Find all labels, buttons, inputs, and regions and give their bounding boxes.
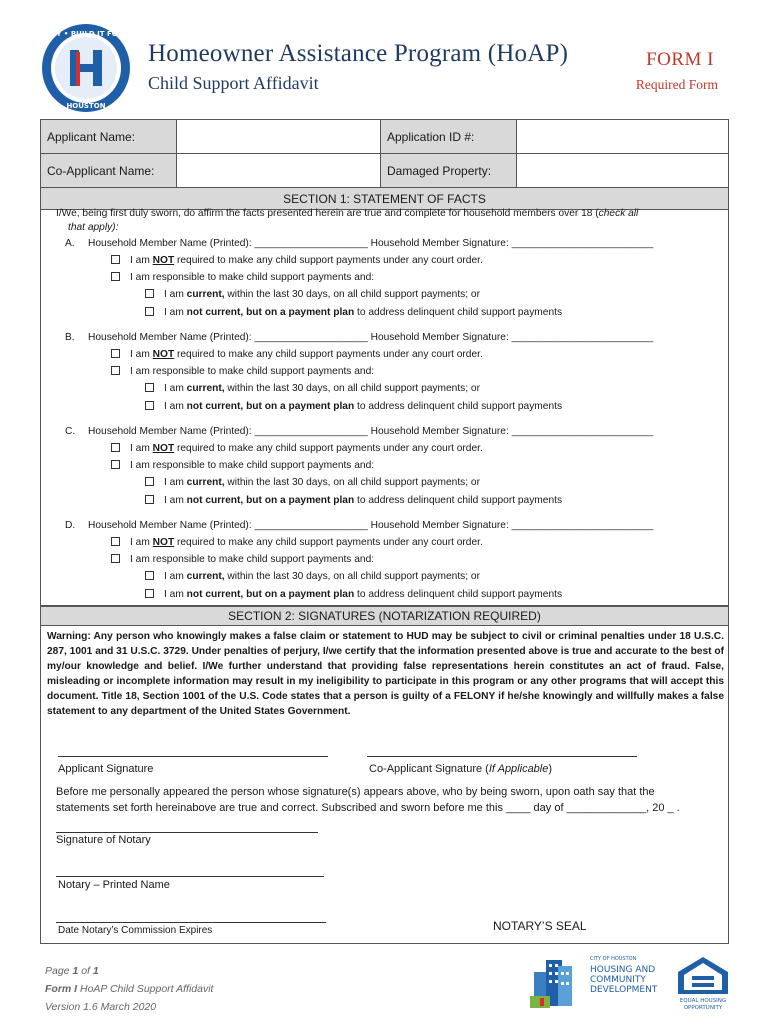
- member-name-signature-line[interactable]: Household Member Name (Printed): ____________________ Household Member Signature: _________________________: [88, 238, 654, 249]
- hcd-line1: HOUSING AND: [590, 965, 656, 975]
- applicant-info-table: [40, 119, 729, 210]
- option-current[interactable]: I am current, within the last 30 days, on all child support payments; or: [145, 383, 480, 394]
- member-name-signature-line[interactable]: Household Member Name (Printed): ____________________ Household Member Signature: _________________________: [88, 520, 654, 531]
- signatures-section: [40, 626, 729, 944]
- member-c-letter: C.: [65, 426, 76, 437]
- required-form-label: Required Form: [635, 77, 718, 92]
- option-payment-plan[interactable]: I am not current, but on a payment plan to address delinquent child support payments: [145, 401, 562, 412]
- co-applicant-name-label: Co-Applicant Name:: [41, 154, 177, 188]
- hcd-line3: DEVELOPMENT: [590, 985, 658, 995]
- application-id-label: Application ID #:: [381, 120, 517, 154]
- option-not-required[interactable]: I am NOT required to make any child support payments under any court order.: [111, 255, 483, 266]
- oath-line-1: Before me personally appeared the person whose signature(s) appears above, who by being sworn, upon oath say that the: [56, 786, 655, 798]
- hcd-city: CITY OF HOUSTON: [590, 956, 637, 962]
- checkbox-responsible[interactable]: [111, 272, 120, 281]
- logo-text-top: ONE CITY • BUILD IT FORWARD: [24, 30, 148, 38]
- applicant-signature-line[interactable]: [58, 756, 328, 757]
- application-id-field[interactable]: [517, 120, 729, 154]
- damaged-property-label: Damaged Property:: [381, 154, 517, 188]
- co-applicant-name-field[interactable]: [177, 154, 381, 188]
- notary-expiry-line[interactable]: [56, 922, 326, 923]
- option-responsible[interactable]: I am responsible to make child support payments and:: [111, 272, 374, 283]
- checkbox-current[interactable]: [145, 289, 154, 298]
- option-not-required[interactable]: I am NOT required to make any child support payments under any court order.: [111, 443, 483, 454]
- damaged-property-field[interactable]: [517, 154, 729, 188]
- section1-heading: SECTION 1: STATEMENT OF FACTS: [41, 188, 729, 210]
- checkbox-not-required[interactable]: [111, 349, 120, 358]
- member-name-signature-line[interactable]: Household Member Name (Printed): ____________________ Household Member Signature: _________________________: [88, 426, 654, 437]
- version-label: Version 1.6 March 2020: [45, 1001, 157, 1013]
- form-subtitle: Child Support Affidavit: [148, 73, 319, 93]
- section2-heading: SECTION 2: SIGNATURES (NOTARIZATION REQUIRED): [40, 606, 729, 626]
- checkbox-current[interactable]: [145, 571, 154, 580]
- applicant-name-label: Applicant Name:: [41, 120, 177, 154]
- oath-line-2: statements set forth hereinabove are true and correct. Subscribed and sworn before me this ____ day of _____________, 20 _ .: [56, 802, 680, 814]
- option-responsible[interactable]: I am responsible to make child support payments and:: [111, 554, 374, 565]
- option-payment-plan[interactable]: I am not current, but on a payment plan to address delinquent child support payments: [145, 495, 562, 506]
- co-applicant-signature-label: Co-Applicant Signature (If Applicable): [369, 763, 553, 775]
- notary-printed-name-label: Notary – Printed Name: [58, 879, 170, 891]
- checkbox-not-required[interactable]: [111, 255, 120, 264]
- checkbox-payment-plan[interactable]: [145, 307, 154, 316]
- eho-line2: OPPORTUNITY: [683, 1005, 723, 1011]
- member-b-letter: B.: [65, 332, 75, 343]
- option-responsible[interactable]: I am responsible to make child support payments and:: [111, 366, 374, 377]
- perjury-warning: Warning: Any person who knowingly makes a false claim or statement to HUD may be subject to civil or criminal penalties under 18 U.S.C. 287, 1001 and 31 U.S.C. 3729. Under penalties of perjury, I/we certify that the information presented above is true and accurate to the best of my/our knowledge and belief. I/We further understand that providing false representations herein constitutes an act of fraud. False, misleading or incomplete information may result in my ineligibility to participate in this program or any other programs that will accept this document. Title 18, Section 1001 of the U.S. Code states that a person is guilty of a FELONY if he/she knowingly and willfully makes a false statement to any department of the United States Government.: [47, 631, 724, 717]
- checkbox-responsible[interactable]: [111, 366, 120, 375]
- option-not-required[interactable]: I am NOT required to make any child support payments under any court order.: [111, 349, 483, 360]
- option-current[interactable]: I am current, within the last 30 days, on all child support payments; or: [145, 289, 480, 300]
- member-a-letter: A.: [65, 238, 75, 249]
- eho-line1: EQUAL HOUSING: [679, 998, 727, 1004]
- notary-signature-line[interactable]: [56, 832, 318, 833]
- co-applicant-signature-line[interactable]: [367, 756, 637, 757]
- checkbox-current[interactable]: [145, 383, 154, 392]
- form-number: FORM I: [646, 49, 714, 70]
- page-footer: [45, 962, 213, 1016]
- option-payment-plan[interactable]: I am not current, but on a payment plan to address delinquent child support payments: [145, 589, 562, 600]
- notary-printed-name-line[interactable]: [56, 876, 324, 877]
- applicant-name-field[interactable]: [177, 120, 381, 154]
- page-number: Page 1 of 1: [45, 965, 99, 977]
- checkbox-not-required[interactable]: [111, 537, 120, 546]
- checkbox-current[interactable]: [145, 477, 154, 486]
- intro-text-cont: that apply):: [68, 222, 119, 233]
- one-city-houston-logo: [24, 22, 148, 114]
- form-caption: Form I HoAP Child Support Affidavit: [45, 983, 214, 995]
- notary-signature-label: Signature of Notary: [56, 834, 151, 846]
- option-current[interactable]: I am current, within the last 30 days, on all child support payments; or: [145, 477, 480, 488]
- option-responsible[interactable]: I am responsible to make child support payments and:: [111, 460, 374, 471]
- statement-of-facts-section: [40, 205, 729, 606]
- option-current[interactable]: I am current, within the last 30 days, on all child support payments; or: [145, 571, 480, 582]
- housing-community-development-logo: [528, 952, 663, 1010]
- notary-seal-label: NOTARY’S SEAL: [493, 919, 587, 933]
- member-name-signature-line[interactable]: Household Member Name (Printed): ____________________ Household Member Signature: _________________________: [88, 332, 654, 343]
- form-title: Homeowner Assistance Program (HoAP): [148, 40, 569, 67]
- checkbox-payment-plan[interactable]: [145, 589, 154, 598]
- option-payment-plan[interactable]: I am not current, but on a payment plan to address delinquent child support payments: [145, 307, 562, 318]
- equal-housing-opportunity-logo: [672, 954, 734, 1012]
- checkbox-payment-plan[interactable]: [145, 401, 154, 410]
- checkbox-responsible[interactable]: [111, 554, 120, 563]
- checkbox-payment-plan[interactable]: [145, 495, 154, 504]
- hcd-line2: COMMUNITY: [590, 975, 646, 985]
- checkbox-responsible[interactable]: [111, 460, 120, 469]
- notary-expiry-label: Date Notary’s Commission Expires: [58, 925, 213, 936]
- intro-text: I/We, being first duly sworn, do affirm the facts presented herein are true and complete for household members over 18 (check all: [56, 208, 639, 219]
- option-not-required[interactable]: I am NOT required to make any child support payments under any court order.: [111, 537, 483, 548]
- logo-text-bottom: HOUSTON: [66, 102, 106, 110]
- checkbox-not-required[interactable]: [111, 443, 120, 452]
- applicant-signature-label: Applicant Signature: [58, 763, 154, 775]
- member-d-letter: D.: [65, 520, 76, 531]
